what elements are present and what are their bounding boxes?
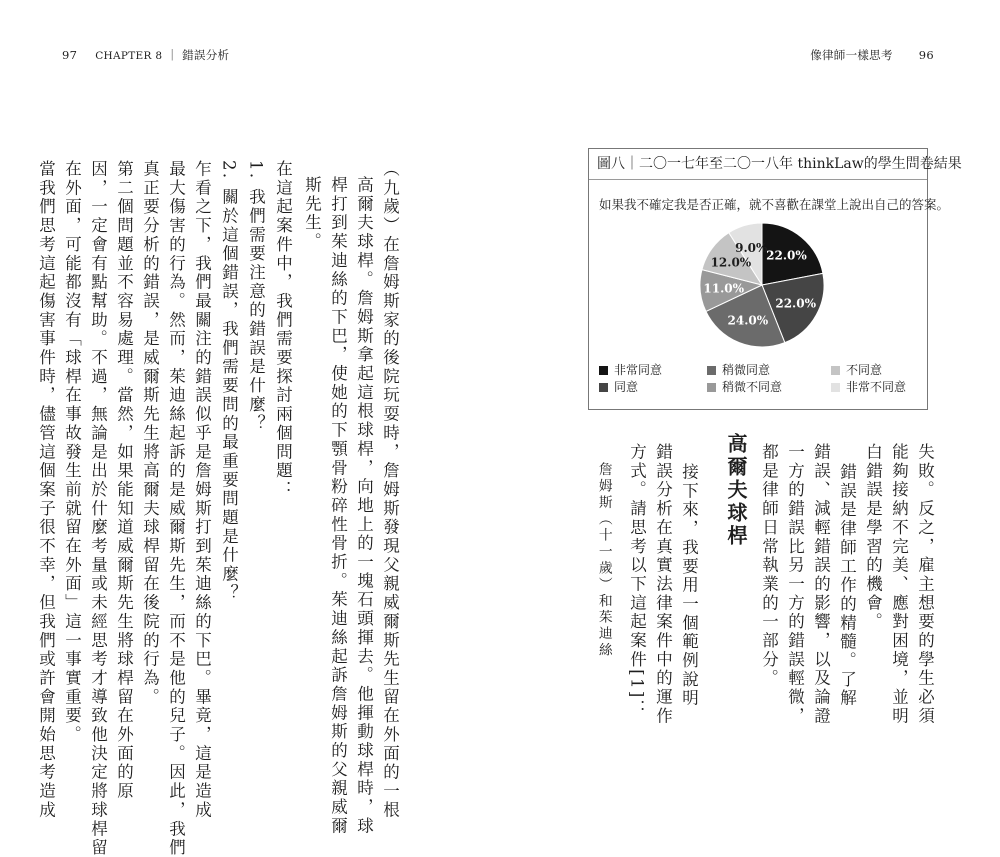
pie-slice-label-6: 9.0%	[735, 241, 768, 256]
legend-label: 非常同意	[614, 363, 663, 377]
legend-swatch	[831, 366, 840, 375]
header-separator: ｜	[166, 48, 179, 62]
left-list-item-2: 2. 關於這個錯誤，我們需要問的最重要問題是什麼？	[219, 160, 239, 603]
running-header-right	[810, 47, 934, 63]
figure-box	[588, 148, 962, 410]
left-column-9: 最大傷害的行為。然而，茱迪絲起訴的是威爾斯先生，而不是他的兒子。因此，我們	[166, 160, 186, 857]
legend-swatch	[599, 366, 608, 375]
legend-item-1	[599, 361, 662, 378]
chapter-label: CHAPTER 8	[95, 50, 163, 62]
legend-swatch	[707, 383, 716, 392]
chapter-title: 錯誤分析	[182, 48, 230, 62]
legend-swatch	[707, 366, 716, 375]
right-column-2: 能夠接納不完美、應對困境，並明	[889, 443, 909, 726]
legend-label: 非常不同意	[846, 380, 907, 394]
left-column-3: 桿打到茱迪絲的下巴，使她的下顎骨粉碎性骨折。茱迪絲起訴詹姆斯的父親威爾	[328, 176, 348, 836]
right-column-4: 錯誤是律師工作的精髓。了解	[837, 463, 857, 709]
legend-label: 不同意	[846, 363, 883, 377]
pie-slice-label-1: 22.0%	[766, 248, 807, 263]
right-column-7: 都是律師日常執業的一部分。	[759, 443, 779, 689]
book-title: 像律師一樣思考	[810, 48, 893, 62]
pie-slice-label-5: 12.0%	[710, 255, 752, 270]
legend-label: 稍微不同意	[722, 380, 783, 394]
left-column-1: （九歲）在詹姆斯家的後院玩耍時，詹姆斯發現父親威爾斯先生留在外面的一根	[380, 160, 400, 820]
figure-question: 如果我不確定我是否正確，就不喜歡在課堂上說出自己的答案。	[599, 197, 950, 212]
legend-swatch	[831, 383, 840, 392]
left-list-item-1: 1. 我們需要注意的錯誤是什麼？	[246, 160, 266, 434]
legend-item-6	[831, 378, 906, 395]
right-column-1: 失敗。反之，雇主想要的學生必須	[915, 443, 935, 726]
legend-swatch	[599, 383, 608, 392]
left-column-13: 在外面，可能都沒有「球桿在事故發生前就留在外面」這一事實重要。	[62, 160, 82, 745]
section-heading: 高爾夫球桿	[724, 433, 748, 548]
figure-title: 圖八｜二〇一七年至二〇一八年 thinkLaw的學生問卷結果	[589, 149, 927, 180]
page-number-right: 96	[918, 48, 934, 62]
pie-slice-label-4: 11.0%	[703, 281, 745, 296]
right-column-5: 錯誤、減輕錯誤的影響，以及論證	[811, 443, 831, 726]
left-column-14: 當我們思考這起傷害事件時，儘管這個案子很不幸，但我們或許會開始思考造成	[36, 160, 56, 820]
legend-item-3	[707, 361, 770, 378]
left-column-11: 第二個問題並不容易處理。當然，如果能知道威爾斯先生將球桿留在外面的原	[114, 160, 134, 801]
right-column-8: 接下來，我要用一個範例說明	[679, 463, 699, 709]
right-column-6: 一方的錯誤比另一方的錯誤輕微，	[785, 443, 805, 726]
left-column-8: 乍看之下，我們最關注的錯誤似乎是詹姆斯打到茱迪絲的下巴。畢竟，這是造成	[192, 160, 212, 820]
running-header-left	[62, 47, 229, 63]
right-column-3: 白錯誤是學習的機會。	[863, 443, 883, 632]
right-column-10: 方式。請思考以下這起案件[1]：	[627, 443, 647, 719]
legend-label: 同意	[614, 380, 639, 394]
pie-slice-label-2: 22.0%	[775, 296, 817, 311]
left-column-2: 高爾夫球桿。詹姆斯拿起這根球桿，向地上的一塊石頭揮去。他揮動球桿時，球	[354, 176, 374, 836]
pie-slice-label-3: 24.0%	[727, 313, 769, 328]
case-quote-start: 詹姆斯（十一歲）和茱迪絲	[595, 462, 612, 659]
right-column-9: 錯誤分析在真實法律案件中的運作	[653, 443, 673, 726]
page-number-left: 97	[62, 48, 78, 62]
left-column-12: 因，一定會有點幫助。不過，無論是出於什麼考量或未經思考才導致他決定將球桿留	[88, 160, 108, 857]
legend-item-5	[831, 361, 882, 378]
left-column-10: 真正要分析的錯誤，是威爾斯先生將高爾夫球桿留在後院的行為。	[140, 160, 160, 707]
legend-label: 稍微同意	[722, 363, 771, 377]
legend-item-2	[599, 378, 638, 395]
legend-item-4	[707, 378, 782, 395]
left-column-4: 斯先生。	[302, 176, 322, 252]
left-column-5: 在這起案件中，我們需要探討兩個問題：	[273, 160, 293, 500]
